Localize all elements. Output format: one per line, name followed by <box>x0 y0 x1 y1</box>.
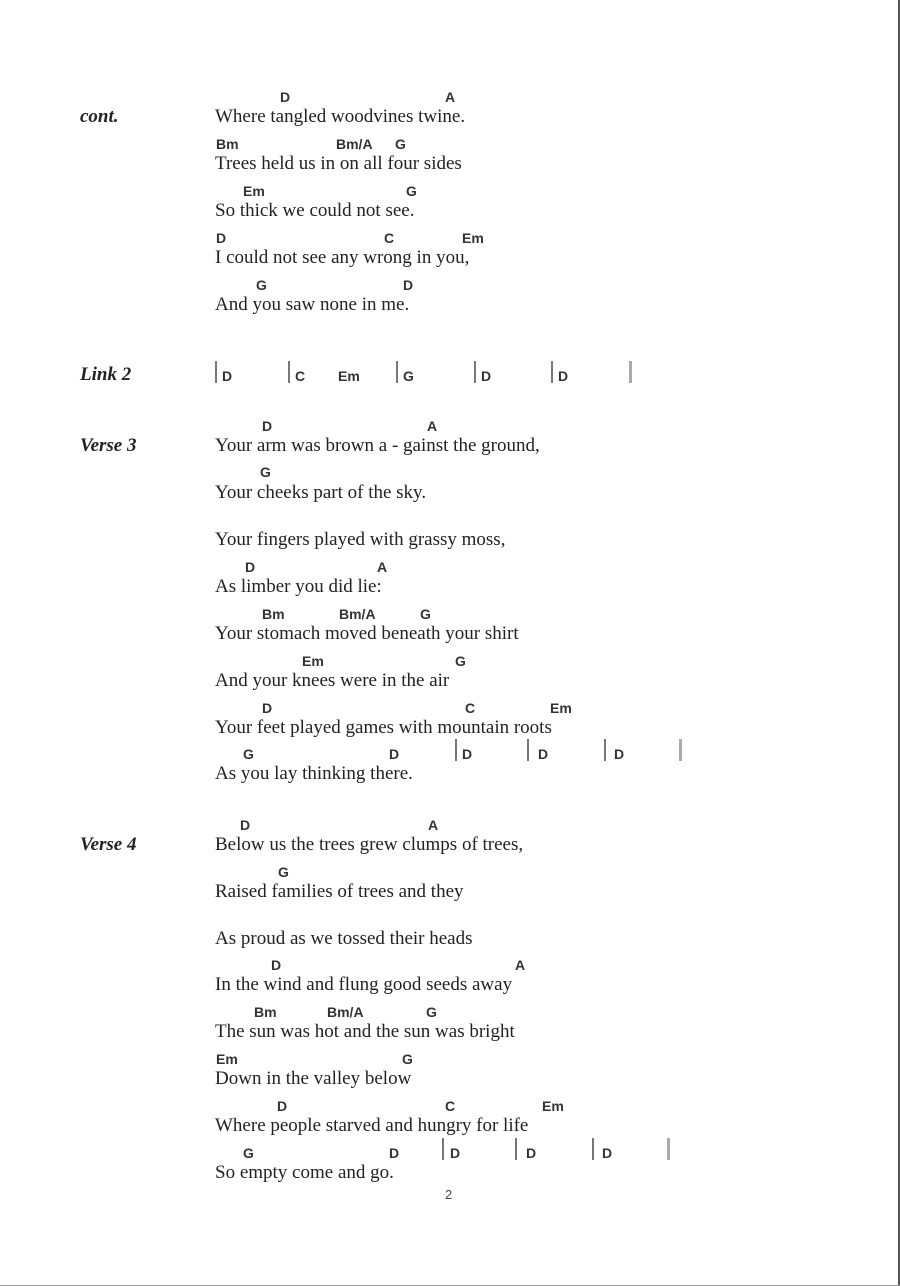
lyric-line: As proud as we tossed their heads <box>215 928 473 949</box>
lyric-line: In the wind and flung good seeds away <box>215 974 513 995</box>
lyric-line: So empty come and go. <box>215 1162 394 1183</box>
chord: A <box>445 89 456 105</box>
section-label-cont: cont. <box>80 106 119 127</box>
lyric-line: Your fingers played with grassy moss, <box>215 529 506 550</box>
bar-line <box>515 1138 517 1160</box>
chord: D <box>526 1145 537 1161</box>
lyric-line: I could not see any wrong in you, <box>215 247 470 268</box>
lyric-line: Below us the trees grew clumps of trees, <box>215 834 524 855</box>
lyric-line: So thick we could not see. <box>215 200 415 221</box>
chord: G <box>278 864 289 880</box>
bar-line <box>474 361 476 383</box>
chord: Bm <box>262 606 285 622</box>
chord: G <box>256 277 267 293</box>
chord: Em <box>216 1051 238 1067</box>
chord: G <box>260 464 271 480</box>
end-bar-line <box>679 739 682 761</box>
chord: D <box>558 368 569 384</box>
chord: D <box>602 1145 613 1161</box>
section-label-link-2: Link 2 <box>80 364 132 385</box>
chord: C <box>295 368 306 384</box>
lyric-line: Trees held us in on all four sides <box>215 153 462 174</box>
chord: C <box>445 1098 456 1114</box>
end-bar-line <box>667 1138 670 1160</box>
bar-line <box>551 361 553 383</box>
lyric-line: Your arm was brown a - gainst the ground, <box>215 435 540 456</box>
chord: D <box>262 418 273 434</box>
chord: Bm <box>216 136 239 152</box>
chord: D <box>389 746 400 762</box>
lyric-line: The sun was hot and the sun was bright <box>215 1021 515 1042</box>
chord: D <box>262 700 273 716</box>
chord: D <box>538 746 549 762</box>
chord: Bm/A <box>336 136 373 152</box>
lyric-line: Your stomach moved beneath your shirt <box>215 623 519 644</box>
chord: D <box>222 368 233 384</box>
chord: Bm/A <box>327 1004 364 1020</box>
chord: G <box>420 606 431 622</box>
chord: D <box>614 746 625 762</box>
section-label-verse-3: Verse 3 <box>80 435 137 456</box>
chord: C <box>465 700 476 716</box>
lyric-line: Your cheeks part of the sky. <box>215 482 427 503</box>
chord: D <box>240 817 251 833</box>
chord: D <box>277 1098 288 1114</box>
bar-line <box>455 739 457 761</box>
lyric-line: Where tangled woodvines twine. <box>215 106 466 127</box>
chord: Em <box>302 653 324 669</box>
chord: G <box>395 136 406 152</box>
chord: G <box>243 1145 254 1161</box>
end-bar-line <box>629 361 632 383</box>
chord: G <box>406 183 417 199</box>
bar-line <box>442 1138 444 1160</box>
chord: D <box>462 746 473 762</box>
chord: G <box>426 1004 437 1020</box>
bar-line <box>215 361 217 383</box>
chord: Bm/A <box>339 606 376 622</box>
chord: G <box>403 368 414 384</box>
chord: D <box>271 957 282 973</box>
lyric-line: And you saw none in me. <box>215 294 410 315</box>
chord: D <box>389 1145 400 1161</box>
chord: D <box>481 368 492 384</box>
chord: Em <box>550 700 572 716</box>
chord: G <box>455 653 466 669</box>
lyric-line: Raised families of trees and they <box>215 881 464 902</box>
bar-line <box>604 739 606 761</box>
chord: Em <box>338 368 360 384</box>
bar-line <box>396 361 398 383</box>
section-label-verse-4: Verse 4 <box>80 834 137 855</box>
chord: D <box>450 1145 461 1161</box>
chord: D <box>216 230 227 246</box>
lyric-line: As you lay thinking there. <box>215 763 413 784</box>
bar-line <box>527 739 529 761</box>
lyric-line: And your knees were in the air <box>215 670 450 691</box>
page-number: 2 <box>445 1187 453 1202</box>
chord: A <box>377 559 388 575</box>
bar-line <box>288 361 290 383</box>
chord: D <box>403 277 414 293</box>
chord: C <box>384 230 395 246</box>
chord: Em <box>462 230 484 246</box>
lyric-line: As limber you did lie: <box>215 576 382 597</box>
lyric-line: Where people starved and hungry for life <box>215 1115 529 1136</box>
chord: D <box>280 89 291 105</box>
lyric-line: Your feet played games with mountain roots <box>215 717 552 738</box>
chord: G <box>402 1051 413 1067</box>
chord: Em <box>542 1098 564 1114</box>
chord: A <box>427 418 438 434</box>
chord: D <box>245 559 256 575</box>
chord: Bm <box>254 1004 277 1020</box>
chord: G <box>243 746 254 762</box>
chord: Em <box>243 183 265 199</box>
chord: A <box>515 957 526 973</box>
bar-line <box>592 1138 594 1160</box>
chord: A <box>428 817 439 833</box>
lyric-line: Down in the valley below <box>215 1068 412 1089</box>
